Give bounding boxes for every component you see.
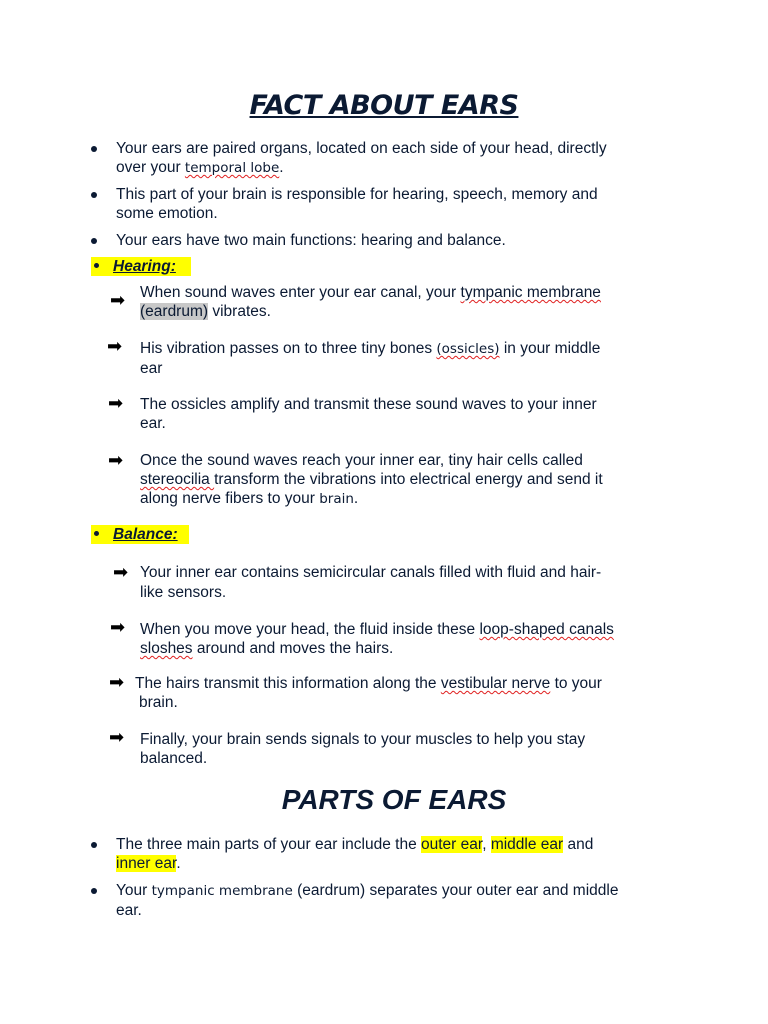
hearing-item-1: When sound waves enter your ear canal, your tympanic membrane (eardrum) vibrates.: [140, 284, 601, 320]
parts-bullet-2: Your tympanic membrane (eardrum) separates your outer ear and middle ear.: [116, 882, 619, 919]
arrow-icon: ➡: [110, 617, 126, 637]
arrow-icon: ➡: [109, 727, 125, 747]
parts-title: PARTS OF EARS: [281, 784, 507, 815]
tympanic-membrane-link: tympanic membrane: [460, 284, 601, 301]
bullet-dot: [94, 531, 99, 536]
intro-bullet-2: This part of your brain is responsible for hearing, speech, memory and some emotion.: [116, 186, 598, 222]
stereocilia-link: stereocilia: [140, 471, 215, 488]
eardrum-highlight: (eardrum): [140, 303, 209, 320]
parts-bullet-1: The three main parts of your ear include the outer ear, middle ear and inner ear.: [116, 836, 594, 872]
bullet-dot: [91, 888, 97, 894]
temporal-lobe-link: temporal lobe: [184, 160, 280, 176]
hearing-item-3: The ossicles amplify and transmit these sound waves to your inner ear.: [140, 396, 597, 432]
intro-bullet-3: Your ears have two main functions: hearing and balance.: [116, 232, 506, 249]
hearing-item-4: Once the sound waves reach your inner ear, tiny hair cells called stereocilia transform the vibrations into electrical energy and send it along nerve fibers to your brain.: [140, 452, 603, 507]
bullet-dot: [91, 146, 97, 152]
balance-item-1: Your inner ear contains semicircular canals filled with fluid and hair- like sensors.: [140, 564, 602, 601]
arrow-icon: ➡: [109, 672, 125, 692]
arrow-icon: ➡: [108, 450, 124, 470]
outer-ear-highlight: outer ear: [421, 836, 483, 853]
hearing-heading: Hearing:: [91, 257, 191, 276]
arrow-icon: ➡: [108, 393, 124, 413]
arrow-icon: ➡: [113, 562, 129, 582]
sloshes-link: sloshes: [140, 640, 193, 657]
hearing-item-2: His vibration passes on to three tiny bones (ossicles) in your middle ear: [140, 340, 601, 377]
arrow-icon: ➡: [107, 336, 123, 356]
bullet-dot: [94, 263, 99, 268]
balance-item-4: Finally, your brain sends signals to your muscles to help you stay balanced.: [140, 731, 586, 767]
vestibular-nerve-link: vestibular nerve: [440, 675, 551, 692]
bullet-dot: [91, 238, 97, 244]
inner-ear-highlight: inner ear: [116, 855, 177, 872]
middle-ear-highlight: middle ear: [490, 836, 564, 853]
intro-bullet-1: Your ears are paired organs, located on each side of your head, directly over your temporal lobe.: [116, 140, 607, 176]
main-title: FACT ABOUT EARS: [249, 90, 519, 121]
arrow-icon: ➡: [110, 290, 126, 310]
bullet-dot: [91, 842, 97, 848]
loop-shaped-canals-link: loop-shaped canals: [479, 621, 614, 638]
balance-heading: Balance:: [91, 525, 189, 544]
bullet-dot: [91, 192, 97, 198]
balance-item-2: When you move your head, the fluid inside these loop-shaped canals sloshes around and moves the hairs.: [140, 621, 614, 657]
ossicles-link: (ossicles): [436, 341, 500, 357]
balance-item-3: The hairs transmit this information along the vestibular nerve to your brain.: [135, 675, 602, 711]
